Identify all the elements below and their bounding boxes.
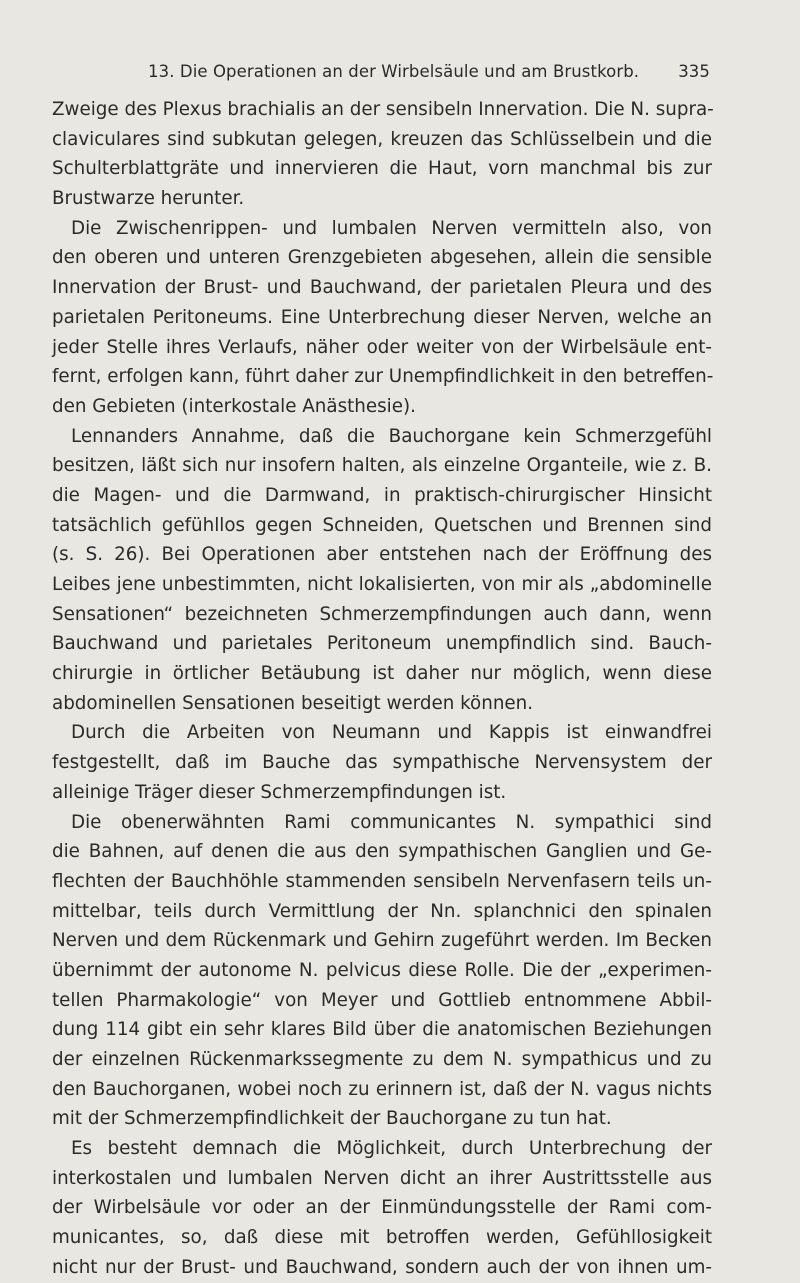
- text-line: den oberen und unteren Grenzgebieten abgesehen, allein die sensible: [52, 247, 712, 269]
- text-line: tatsächlich gefühllos gegen Schneiden, Quetschen und Brennen sind: [52, 514, 712, 536]
- text-line: (s. S. 26). Bei Operationen aber entstehen nach der Eröffnung des: [52, 544, 712, 566]
- running-header: [148, 62, 710, 86]
- text-line: jeder Stelle ihres Verlaufs, näher oder weiter von der Wirbelsäule ent-: [52, 336, 712, 358]
- body-text: [52, 95, 712, 1283]
- text-line: nicht nur der Brust- und Bauchwand, sondern auch der von ihnen um-: [52, 1256, 712, 1278]
- text-line: den Bauchorganen, wobei noch zu erinnern ist, daß der N. vagus nichts: [52, 1078, 712, 1100]
- text-line: Es besteht demnach die Möglichkeit, durch Unterbrechung der: [71, 1138, 712, 1160]
- text-line: übernimmt der autonome N. pelvicus diese Rolle. Die der „experimen-: [52, 959, 712, 981]
- text-line: chirurgie in örtlicher Betäubung ist daher nur möglich, wenn diese: [52, 663, 712, 685]
- text-line: der einzelnen Rückenmarkssegmente zu dem N. sympathicus und zu: [52, 1049, 712, 1070]
- text-line: claviculares sind subkutan gelegen, kreuzen das Schlüsselbein und die: [52, 128, 712, 150]
- text-line: Sensationen“ bezeichneten Schmerzempfindungen auch dann, wenn: [52, 603, 712, 625]
- text-line: Zweige des Plexus brachialis an der sensibeln Innervation. Die N. supra-: [52, 99, 714, 120]
- text-line: Nerven und dem Rückenmark und Gehirn zugeführt werden. Im Becken: [52, 930, 712, 952]
- text-line: Brustwarze herunter.: [52, 188, 245, 210]
- text-line: mit der Schmerzempfindlichkeit der Bauchorgane zu tun hat.: [52, 1108, 612, 1130]
- text-line: flechten der Bauchhöhle stammenden sensibeln Nervenfasern teils un-: [52, 870, 712, 892]
- text-line: die Magen- und die Darmwand, in praktisch-chirurgischer Hinsicht: [52, 484, 712, 506]
- text-line: die Bahnen, auf denen die aus den sympathischen Ganglien und Ge-: [52, 841, 712, 863]
- text-line: Lennanders Annahme, daß die Bauchorgane kein Schmerzgefühl: [71, 425, 712, 447]
- text-line: parietalen Peritoneums. Eine Unterbrechung dieser Nerven, welche an: [52, 306, 712, 328]
- page-number: 335: [678, 62, 710, 81]
- text-line: Die obenerwähnten Rami communicantes N. sympathici sind: [71, 811, 712, 833]
- text-line: Leibes jene unbestimmten, nicht lokalisierten, von mir als „abdominelle: [52, 574, 712, 595]
- text-line: interkostalen und lumbalen Nerven dicht an ihrer Austrittsstelle aus: [52, 1167, 712, 1189]
- text-line: tellen Pharmakologie“ von Meyer und Gottlieb entnommene Abbil-: [52, 989, 712, 1011]
- text-line: Innervation der Brust- und Bauchwand, der parietalen Pleura und des: [52, 277, 712, 299]
- text-line: abdominellen Sensationen beseitigt werden können.: [52, 692, 534, 714]
- text-line: Bauchwand und parietales Peritoneum unempfindlich sind. Bauch-: [52, 633, 712, 655]
- text-line: der Wirbelsäule vor oder an der Einmündungsstelle der Rami com-: [52, 1197, 712, 1219]
- text-line: fernt, erfolgen kann, führt daher zur Unempfindlichkeit in den betreffen-: [52, 366, 714, 388]
- text-line: alleinige Träger dieser Schmerzempfindungen ist.: [52, 781, 507, 803]
- text-line: Die Zwischenrippen- und lumbalen Nerven vermitteln also, von: [71, 217, 712, 239]
- text-line: Schulterblattgräte und innervieren die Haut, vorn manchmal bis zur: [52, 158, 712, 180]
- text-line: dung 114 gibt ein sehr klares Bild über die anatomischen Beziehungen: [52, 1019, 712, 1041]
- text-line: municantes, so, daß diese mit betroffen werden, Gefühllosigkeit: [52, 1227, 712, 1249]
- text-line: den Gebieten (interkostale Anästhesie).: [52, 395, 416, 417]
- text-line: besitzen, läßt sich nur insofern halten, als einzelne Organteile, wie z. B.: [52, 455, 712, 477]
- running-title: 13. Die Operationen an der Wirbelsäule und am Brustkorb.: [148, 62, 640, 81]
- text-line: mittelbar, teils durch Vermittlung der Nn. splanchnici den spinalen: [52, 900, 712, 922]
- text-line: Durch die Arbeiten von Neumann und Kappis ist einwandfrei: [71, 722, 712, 744]
- text-line: festgestellt, daß im Bauche das sympathische Nervensystem der: [52, 752, 712, 774]
